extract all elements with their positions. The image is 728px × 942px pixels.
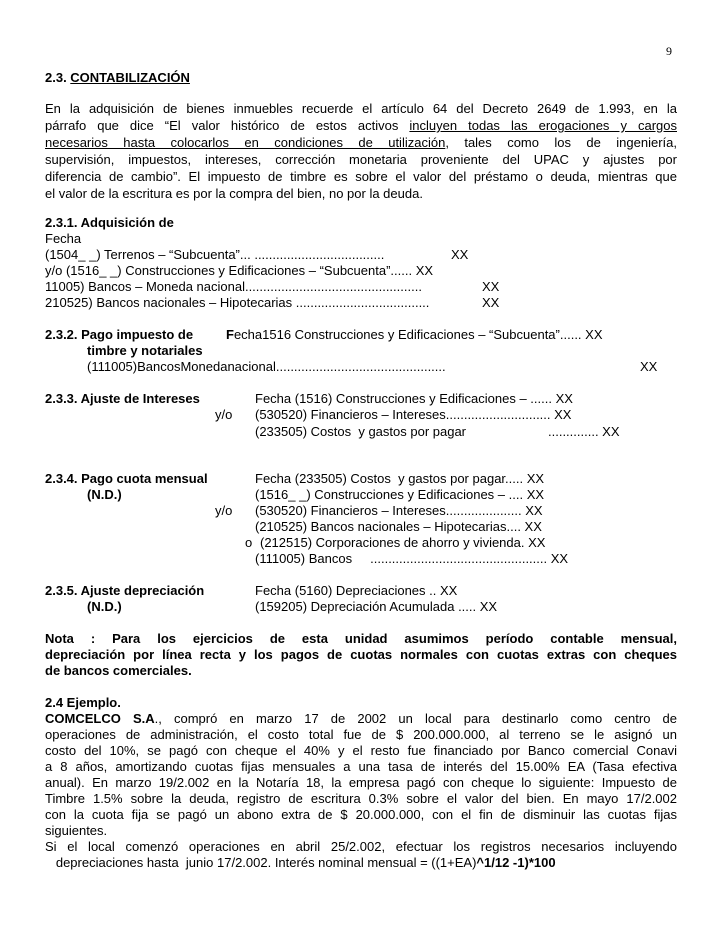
s235-subtitle: (N.D.) — [87, 599, 122, 614]
ejemplo-line-1 — [45, 711, 677, 726]
section-title: CONTABILIZACIÓN — [70, 70, 190, 85]
s231-entry-3: 11005) Bancos – Moneda nacional................................................. — [45, 279, 422, 294]
nota-line-2: depreciación por línea recta y los pagos de cuotas normales con cuotas extras con cheques — [45, 647, 677, 662]
ejemplo-line-8: siguientes. — [45, 823, 108, 838]
s235-line-1: Fecha (5160) Depreciaciones .. XX — [255, 583, 458, 598]
s231-entry-1-amount: XX — [451, 247, 469, 262]
s234-subtitle: (N.D.) — [87, 487, 122, 502]
s232-line-2: (111005)BancosMonedanacional............................................... — [87, 359, 446, 374]
s233-line-3-amount: .............. XX — [548, 424, 620, 439]
ejemplo-line-10 — [45, 855, 556, 870]
intro-line-2-text: párrafo que dice “El valor histórico de estos activos — [45, 118, 410, 133]
s234-title: 2.3.4. Pago cuota mensual — [45, 471, 208, 486]
s233-line-3: (233505) Costos y gastos por pagar — [255, 424, 467, 439]
section-heading — [45, 70, 190, 85]
s231-entry-1: (1504_ _) Terrenos – “Subcuenta”... .................................... — [45, 247, 385, 262]
ejemplo-line-1-text: ., compró en marzo 17 de 2002 un local para destinarlo como centro de — [154, 711, 678, 726]
nota-line-3: de bancos comerciales. — [45, 663, 192, 678]
s232-line-2-amount: XX — [640, 359, 658, 374]
ejemplo-title: 2.4 Ejemplo. — [45, 695, 121, 710]
s234-line-3: (530520) Financieros – Intereses..................... XX — [255, 503, 543, 518]
ejemplo-line-6: Timbre 1.5% sobre la deuda, registro de escritura 0.3% sobre el valor del bien. En mayo 17/2.002 — [45, 791, 677, 806]
section-number: 2.3. — [45, 70, 71, 85]
ejemplo-line-3: costo del 10%, se pagó con cheque el 40% y el resto fue financiado por Banco comercial Conavi — [45, 743, 677, 758]
s233-line-2: (530520) Financieros – Intereses............................. XX — [255, 407, 572, 422]
intro-line-1: En la adquisición de bienes inmuebles recuerde el artículo 64 del Decreto 2649 de 1.993, en la — [45, 101, 677, 116]
s232-fecha-initial: F — [226, 327, 234, 342]
s231-entry-2: y/o (1516_ _) Construcciones y Edificaciones – “Subcuenta”...... XX — [45, 263, 434, 278]
intro-line-2-underlined: incluyen todas las erogaciones y cargos — [409, 118, 677, 133]
page-number: 9 — [666, 44, 672, 58]
s234-line-6: (111005) Bancos ................................................. XX — [255, 551, 569, 566]
s235-line-2: (159205) Depreciación Acumulada ..... XX — [255, 599, 498, 614]
ejemplo-line-4: a 8 años, amortizando cuotas fijas mensuales a una tasa de interés del 15.00% EA (Tasa efectiva — [45, 759, 677, 774]
intro-line-4: supervisión, impuestos, intereses, corrección monetaria proveniente del UPAC y ajustes por — [45, 152, 677, 167]
nota-line-1: Nota : Para los ejercicios de esta unidad asumimos período contable mensual, — [45, 631, 677, 646]
ejemplo-company: COMCELCO S.A — [45, 711, 155, 726]
s231-entry-4-amount: XX — [482, 295, 500, 310]
s231-entry-4: 210525) Bancos nacionales – Hipotecarias ..................................... — [45, 295, 430, 310]
intro-line-3-underlined: necesarios hasta colocarlos en condiciones de utilización — [45, 135, 446, 150]
s234-yo: y/o — [215, 503, 233, 518]
intro-line-2 — [45, 118, 677, 133]
s232-line-1-text: echa1516 Construcciones y Edificaciones – “Subcuenta”...... XX — [233, 327, 603, 342]
s233-line-1: Fecha (1516) Construcciones y Edificaciones – ...... XX — [255, 391, 573, 406]
ejemplo-line-7: con la cuota fija se pagó un abono extra de $ 20.000.000, con el fin de disminuir las cuotas fijas — [45, 807, 677, 822]
s232-title: 2.3.2. Pago impuesto de — [45, 327, 194, 342]
s234-line-1: Fecha (233505) Costos y gastos por pagar..... XX — [255, 471, 545, 486]
s234-line-4: (210525) Bancos nacionales – Hipotecarias.... XX — [255, 519, 542, 534]
intro-line-6: el valor de la escritura es por la compra del bien, no por la deuda. — [45, 186, 423, 201]
intro-line-3 — [45, 135, 677, 150]
s231-title: 2.3.1. Adquisición de — [45, 215, 174, 230]
s231-fecha: Fecha — [45, 231, 82, 246]
s234-o: o — [245, 535, 253, 550]
s234-line-5: (212515) Corporaciones de ahorro y vivienda. XX — [260, 535, 546, 550]
intro-line-3-text: , tales como los de ingeniería, — [445, 135, 677, 150]
s233-yo: y/o — [215, 407, 233, 422]
ejemplo-formula: ^1/12 -1)*100 — [476, 855, 556, 870]
ejemplo-line-5: anual). En marzo 19/2.002 en la Notaría 18, la empresa pagó con cheque lo siguiente: Impuesto de — [45, 775, 677, 790]
s231-entry-3-amount: XX — [482, 279, 500, 294]
ejemplo-line-9: Si el local comenzó operaciones en abril 25/2.002, efectuar los registros necesarios incluyendo — [45, 839, 677, 854]
s232-title-2: timbre y notariales — [87, 343, 203, 358]
s232-line-1 — [226, 327, 603, 342]
s233-title: 2.3.3. Ajuste de Intereses — [45, 391, 200, 406]
ejemplo-line-2: operaciones de administración, el costo total fue de $ 200.000.000, al terreno se le asignó un — [45, 727, 677, 742]
intro-line-5: diferencia de cambio”. El impuesto de timbre es sobre el valor del préstamo o deuda, mientras que — [45, 169, 677, 184]
ejemplo-line-10-text: depreciaciones hasta junio 17/2.002. Interés nominal mensual = ((1+EA) — [45, 855, 477, 870]
s235-title: 2.3.5. Ajuste depreciación — [45, 583, 205, 598]
s234-line-2: (1516_ _) Construcciones y Edificaciones – .... XX — [255, 487, 545, 502]
